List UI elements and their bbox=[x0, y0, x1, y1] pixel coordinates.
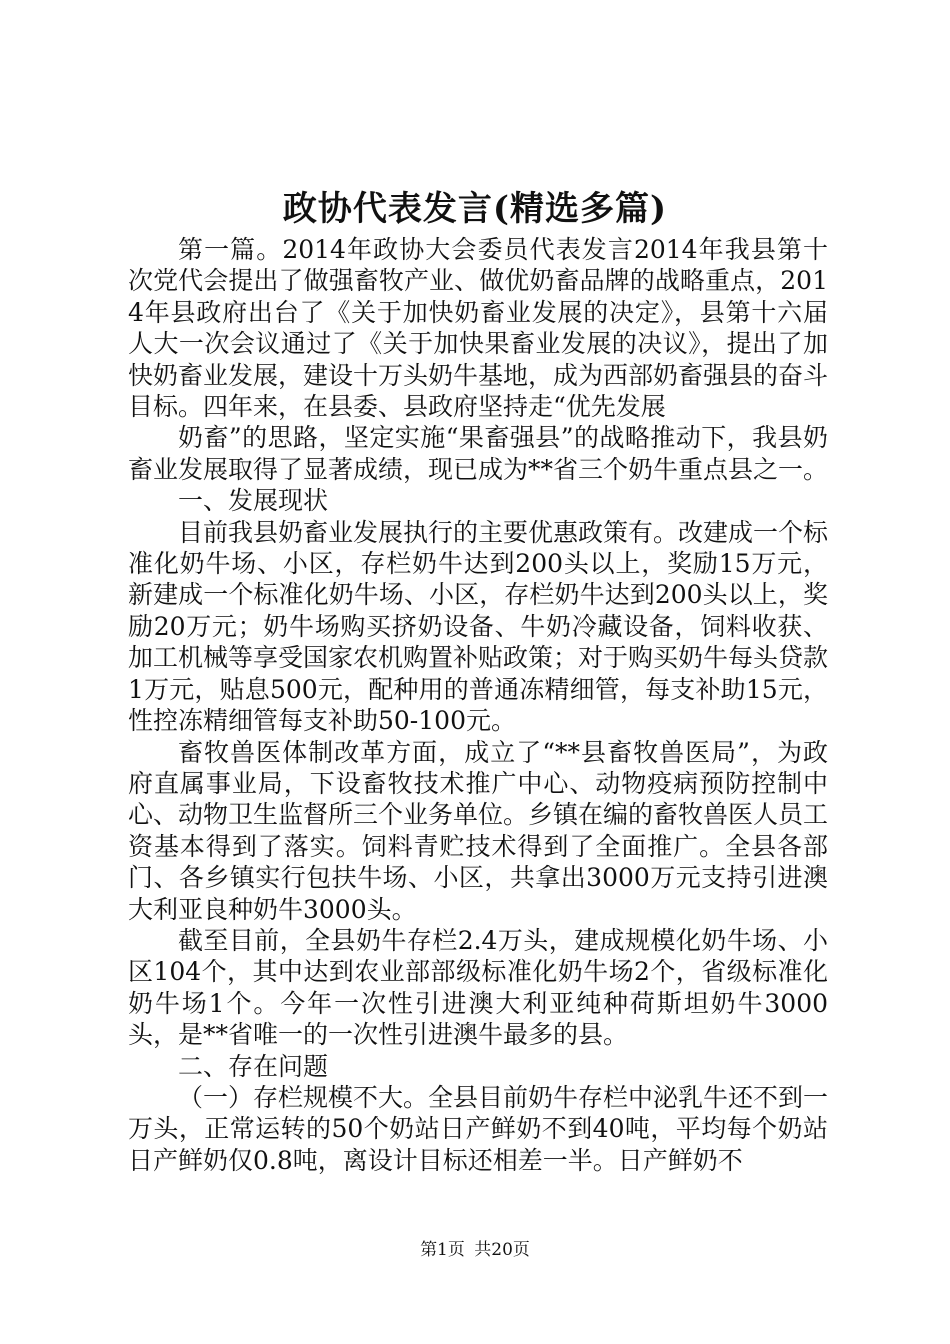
paragraph-policies: 目前我县奶畜业发展执行的主要优惠政策有。改建成一个标准化奶牛场、小区，存栏奶牛达到200头以上，奖励15万元，新建成一个标准化奶牛场、小区，存栏奶牛达到200头以上，奖励20万元；奶牛场购买挤奶设备、牛奶冷藏设备，饲料收获、加工机械等享受国家农机购置补贴政策；对于购买奶牛每头贷款1万元，贴息500元，配种用的普通冻精细管，每支补助15元，性控冻精细管每支补助50-100元。 bbox=[128, 517, 829, 736]
document-body bbox=[128, 234, 828, 1176]
paragraph-reform: 畜牧兽医体制改革方面，成立了“**县畜牧兽医局”，为政府直属事业局，下设畜牧技术推广中心、动物疫病预防控制中心、动物卫生监督所三个业务单位。乡镇在编的畜牧兽医人员工资基本得到了落实。饲料青贮技术得到了全面推广。全县各部门、各乡镇实行包扶牛场、小区，共拿出3000万元支持引进澳大利亚良种奶牛3000头。 bbox=[128, 737, 829, 924]
section-heading-status: 一、发展现状 bbox=[178, 486, 329, 516]
paragraph-problem-1: （一）存栏规模不大。全县目前奶牛存栏中泌乳牛还不到一万头，正常运转的50个奶站日产鲜奶不到40吨，平均每个奶站日产鲜奶仅0.8吨，离设计目标还相差一半。日产鲜奶不 bbox=[128, 1082, 829, 1175]
paragraph-intro: 第一篇。2014年政协大会委员代表发言2014年我县第十次党代会提出了做强畜牧产业、做优奶畜品牌的战略重点，2014年县政府出台了《关于加快奶畜业发展的决定》，县第十六届人大一次会议通过了《关于加快果畜业发展的决议》，提出了加快奶畜业发展，建设十万头奶牛基地，成为西部奶畜强县的奋斗目标。四年来，在县委、县政府坚持走“优先发展 bbox=[128, 235, 829, 422]
page-footer bbox=[0, 1238, 950, 1262]
page-number: 第1页 bbox=[420, 1240, 465, 1260]
paragraph-progress: 截至目前，全县奶牛存栏2.4万头，建成规模化奶牛场、小区104个，其中达到农业部部级标准化奶牛场2个，省级标准化奶牛场1个。今年一次性引进澳大利亚纯种荷斯坦奶牛3000头，是**省唯一的一次性引进澳牛最多的县。 bbox=[128, 925, 828, 1050]
page-total: 共20页 bbox=[474, 1240, 530, 1260]
section-heading-problems: 二、存在问题 bbox=[178, 1051, 329, 1081]
paragraph-continuation: 奶畜”的思路，坚定实施“果畜强县”的战略推动下，我县奶畜业发展取得了显著成绩，现已成为**省三个奶牛重点县之一。 bbox=[128, 423, 829, 484]
document-title: 政协代表发言(精选多篇) bbox=[282, 189, 668, 229]
